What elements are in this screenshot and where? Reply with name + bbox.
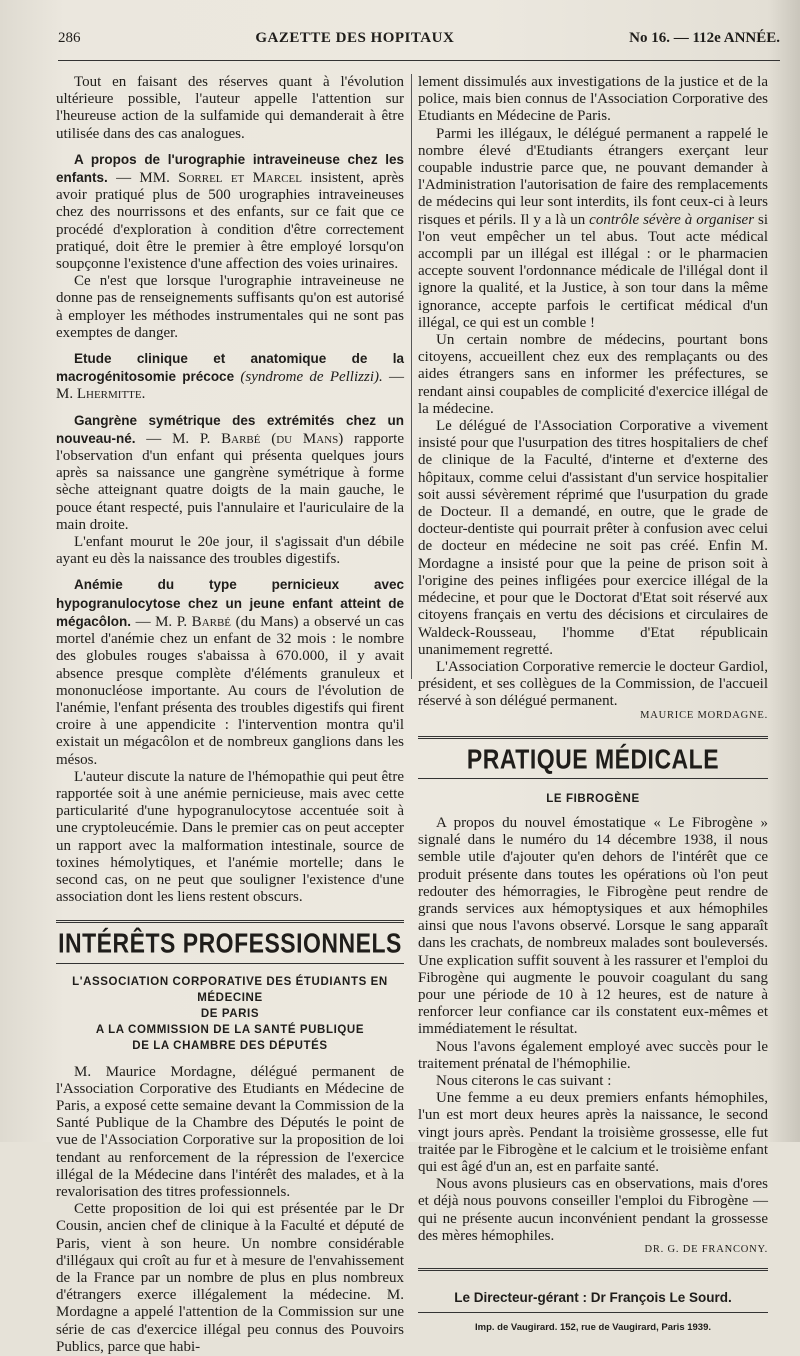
article-text: si l'on veut empêcher un tel abus. Tout acte médical accompli par un illégal est illégal : or le pharmacien accepte souvent l'ordonnance médicale de l'illégal dont il ignore la qualité, et la Justice, à son tour dans la même ignorance, accepte parfois le certificat médical d'un illégal, ce qui est un comble ! [418,211,768,331]
article-anemie [56,576,404,768]
article-paragraph: M. Maurice Mordagne, délégué permanent de l'Association Corporative des Etudiants en Médecine de Paris, a exposé cette semaine devant la Commission de la Santé Publique de la Chambre des Députés le point de vue de l'Association Corporative sur la proposition de loi tendant au renforcement de la répression de l'exercice illégal de la Médecine dans l'intérêt des malades, et à la revalorisation des titres professionnels. [56,1063,404,1200]
signature: MAURICE MORDAGNE. [640,709,768,721]
article-paragraph [418,126,768,332]
section-title-pratique: PRATIQUE MÉDICALE [466,742,720,775]
article-authors: — M. P. Barbé [135,613,232,630]
article-paragraph: A propos du nouvel émostatique « Le Fibrogène » signalé dans le numéro du 14 décembre 1938, il nous semble utile d'ajouter qu'en dehors de l'intérêt que ce produit présente dans toutes les opérations où l'on peut redouter des hémorragies, le Fibrogène peut rendre de grands services aux hémoptysiques et aux hémophiles ainsi que nous l'avons observé. Lorsque le sang apparaît dans les crachats, de nombreux malades sont bouleversés. Une explication suffit souvent à les rassurer et l'emploi du Fibrogène qui augmente le pouvoir coagulant du sang pour une période de 10 à 12 heures, est de nature à renforcer leur confiance car ils constatent eux-mêmes et immédiatement le résultat. [418,814,768,1038]
article-heading: A propos de l'urographie intraveineuse chez les enfants. [56,151,404,186]
article-paragraph: lement dissimulés aux investigations de la justice et de la police, mais bien connus de l'Association Corporative des Etudiants en Médecine de Paris. [418,74,768,125]
subtitle-line: DE PARIS [200,1007,260,1020]
signature: DR. G. DE FRANCONY. [644,1244,768,1255]
issue-number: No 16. — 112e ANNÉE. [629,30,780,46]
article-uro [56,151,404,273]
article-paragraph: Ce n'est que lorsque l'urographie intraveineuse ne donne pas de renseignements suffisants qu'on est autorisé à employer les méthodes instrumentales qui ne sont pas exemptes de danger. [56,273,404,341]
section-title-interets: INTÉRÊTS PROFESSIONNELS [58,927,402,959]
section-rule [418,778,768,779]
article-authors: — M. Lhermitte. [56,369,405,403]
page-header [58,30,780,52]
imprint-line: Imp. de Vaugirard. 152, rue de Vaugirard, Paris 1939. [474,1322,712,1334]
article-text: insistent, après avoir pratiqué plus de 500 urographies intraveineuses chez des nourrissons et des enfants, sur ce fait que ce procédé d'exploration à condition d'être correctement pratiqué, doit être le premier à être employé lorsqu'on soupçonne l'existence d'une affection des voies urinaires. [56,170,405,273]
article-text: (du Mans) a observé un cas mortel d'anémie chez un enfant de 32 mois : le nombre des globules rouges s'abaissa à 670.000, il y avait absence presque complète d'éléments granuleux et mononucléose importante. Au cours de l'évolution de l'anémie, l'enfant présenta des troubles digestifs qui firent croire à une appendicite : l'intervention montra qu'il existait un mégacôlon et de nombreux ganglions dans les mésos. [56,613,405,768]
article-heading-italic: (syndrome de Pellizzi). [240,369,383,386]
article-heading-fibrogene: LE FIBROGÈNE [546,792,640,805]
article-heading: Gangrène symétrique des extrémités chez un nouveau-né. [56,412,404,446]
article-paragraph: Une femme a eu deux premiers enfants hémophiles, l'un est mort deux heures après la naissance, le second vingt jours après. Pendant la troisième grossesse, elle fut traitée par le Fibrogène et le calcium et le troisième enfant qui est âgé d'un an, est en parfaite santé. [418,1090,768,1175]
column-divider [411,74,412,679]
article-text-italic: contrôle sévère à organiser [589,211,755,228]
article-paragraph: Tout en faisant des réserves quant à l'évolution ultérieure possible, l'auteur appelle l'attention sur l'heureuse action de la sulfamide qui demanderait à être utilisée dans des cas analogues. [56,74,404,142]
section-rule [56,963,404,964]
subtitle-line: DE LA CHAMBRE DES DÉPUTÉS [132,1039,328,1052]
article-paragraph: L'Association Corporative remercie le docteur Gardiol, président, et ses collègues de la Commission, de l'accueil réservé à son délégué permanent. [418,658,768,710]
article-etude [56,350,404,404]
article-text: Parmi les illégaux, le délégué permanent a rappelé le nombre élevé d'Etudiants étrangers exerçant leur coupable industrie parce que, ne pouvant demander à l'Administration l'autorisation de faire des remplacements de médecins qui leur sont interdits, ils font ceux-ci à leurs risques et périls. Il y a là un [418,125,768,228]
section-rule [418,736,768,739]
footer-rule [418,1268,768,1271]
article-paragraph: L'auteur discute la nature de l'hémopathie qui peut être rapportée soit à une anémie pernicieuse, mais avec cette particularité d'une hypogranulocytose accentuée soit à une cryptoleucémie. Dans le premier cas on peut accepter un rapport avec la malformation intestinale, source de toxines hémolytiques, et l'anémie mortelle; dans le second cas, on ne peut que souligner l'existence d'une association dont les liens restent obscurs. [56,768,404,906]
right-column [418,74,768,1337]
article-heading: Etude clinique et anatomique de la macrogénitosomie précoce [56,351,404,385]
footer-rule [418,1312,768,1313]
article-text: rapporte l'observation d'un enfant qui présenta quelques jours après sa naissance une gangrène symétrique à forme sèche atteignant quatre doigts de la main gauche, le pouce étant respecté, puis l'annulaire et l'auriculaire de la main droite. [56,430,405,533]
article-paragraph: Nous citerons le cas suivant : [436,1072,612,1089]
article-paragraph: L'enfant mourut le 20e jour, il s'agissait d'un débile ayant eu dès la naissance des troubles digestifs. [56,534,404,568]
left-column [56,74,404,1356]
journal-title: GAZETTE DES HOPITAUX [255,30,455,46]
section-rule [56,920,404,923]
page-number: 286 [58,30,81,46]
article-gangrene [56,412,404,534]
article-authors: — M. P. Barbé (du Mans) [146,430,344,447]
subtitle-line: L'ASSOCIATION CORPORATIVE DES ÉTUDIANTS EN MÉDECINE [72,975,388,1004]
header-rule [58,60,780,61]
article-authors: — MM. Sorrel et Marcel [116,170,302,187]
director-line: Le Directeur-gérant : Dr François Le Sourd. [454,1290,732,1306]
article-paragraph: Le délégué de l'Association Corporative a vivement insisté pour que l'usurpation des titres hospitaliers de chef de clinique de la Faculté, d'interne et d'externe des hôpitaux, comme celui d'assistant d'un service hospitalier soit aussi sévèrement réprimé que l'usurpation du grade de Docteur. Il a demandé, en outre, que le grade de docteur-dentiste qui pourrait prêter à confusion avec celui de docteur en médecine ne soit pas créé. Enfin M. Mordagne a insisté pour que la peine de prison soit à l'origine des peines infligées pour exercice illégal de la médecine, et pour que le Doctorat d'Etat soit réservé aux citoyens français en vertu des décisions et circulaires de Waldeck-Rousseau, l'homme d'Etat républicain unanimement regretté. [418,418,768,658]
subtitle-line: A LA COMMISSION DE LA SANTÉ PUBLIQUE [95,1023,365,1036]
article-paragraph: Un certain nombre de médecins, pourtant bons citoyens, accueillent chez eux des remplaçants ou des aides étrangers sans en informer les préfectures, se rendant ainsi coupables de complicité d'exercice illégal de la médecine. [418,332,768,417]
article-heading: Anémie du type pernicieux avec hypogranulocytose chez un jeune enfant atteint de mégacôlon. [56,577,404,629]
article-paragraph: Nous avons plusieurs cas en observations, mais d'ores et déjà nous pouvons conseiller l'emploi du Fibrogène — qui ne présente aucun inconvénient pendant la grossesse des mères hémophiles. [418,1176,768,1244]
article-paragraph: Nous l'avons également employé avec succès pour le traitement prénatal de l'hémophilie. [418,1038,768,1072]
article-paragraph: Cette proposition de loi qui est présentée par le Dr Cousin, ancien chef de clinique à la Faculté et député de Paris, vient à son heure. Un nombre considérable d'illégaux qui croît au fur et à mesure de l'envahissement de la France par un nombre de plus en plus nombreux d'étrangers exerce illégalement la médecine. M. Mordagne a appelé l'attention de la Commission sur une série de cas d'exercice illégal peu connus des Pouvoirs Publics, parce que habi- [56,1201,404,1355]
